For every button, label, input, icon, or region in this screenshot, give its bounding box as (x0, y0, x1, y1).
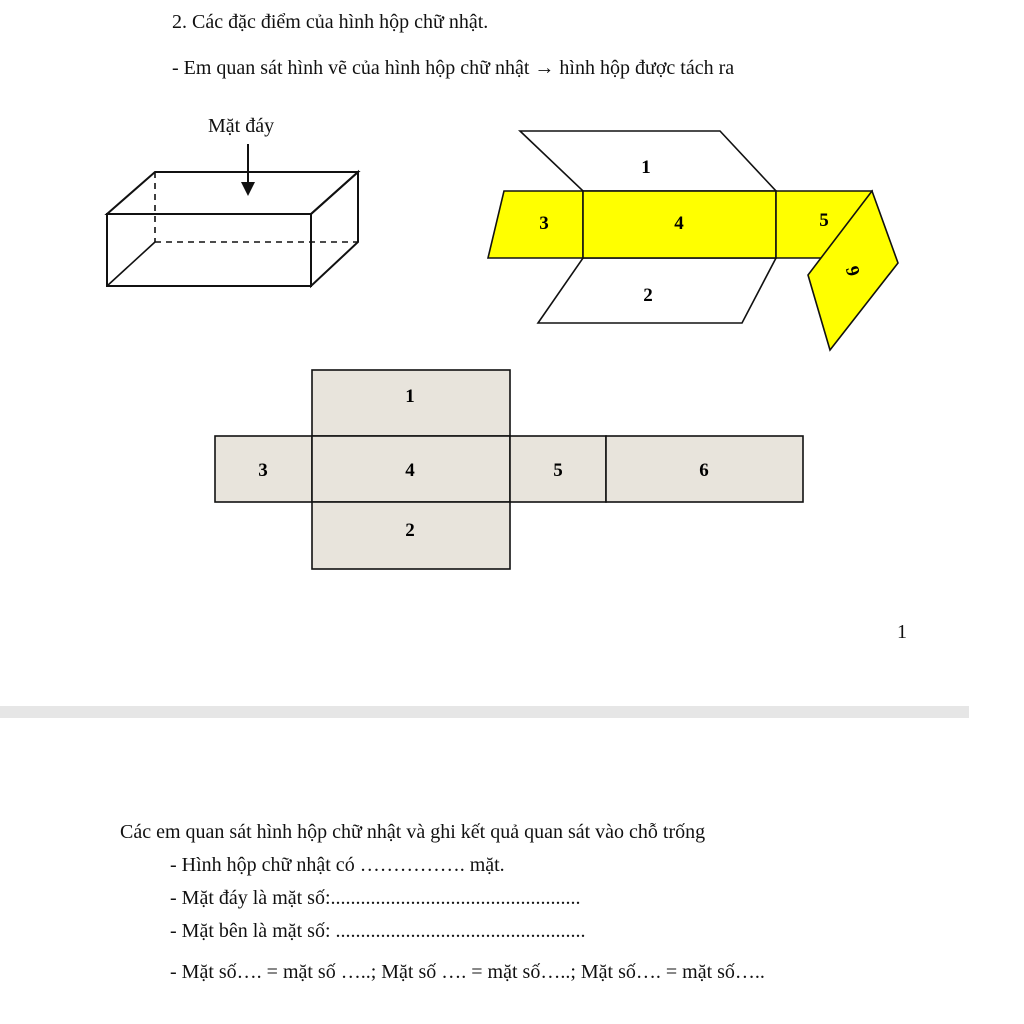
face-2-shape (538, 258, 776, 323)
unfolding-box-figure (480, 125, 905, 360)
section-heading: 2. Các đặc điểm của hình hộp chữ nhật. (172, 11, 489, 33)
net-face-3-label: 3 (258, 460, 268, 481)
face-5-label: 5 (819, 210, 829, 231)
instruction-text: - Em quan sát hình vẽ của hình hộp chữ nhật → hình hộp được tách ra (172, 57, 735, 79)
net-face-5-label: 5 (553, 460, 563, 481)
question-side-face: - Mặt bên là mặt số: .................................................. (170, 920, 586, 942)
question-equal-faces: - Mặt số…. = mặt số …..; Mặt số …. = mặt số…..; Mặt số…. = mặt số….. (170, 961, 765, 983)
page-separator (0, 706, 969, 718)
face-1-label: 1 (641, 157, 651, 178)
face-3-shape (488, 191, 583, 258)
face-6-label: 6 (842, 263, 865, 279)
face-4-label: 4 (674, 213, 684, 234)
hidden-edge-diagonal (107, 242, 155, 286)
rectangular-box-figure (95, 138, 370, 298)
net-face-4-label: 4 (405, 460, 415, 481)
box-front-face (107, 214, 311, 286)
box-net-figure (212, 368, 807, 573)
base-arrow-head (241, 182, 255, 196)
face-3-label: 3 (539, 213, 549, 234)
net-face-2-label: 2 (405, 520, 415, 541)
net-face-1-label: 1 (405, 386, 415, 407)
observation-intro: Các em quan sát hình hộp chữ nhật và ghi kết quả quan sát vào chỗ trống (120, 821, 706, 843)
box-right-face (311, 172, 358, 286)
face-2-label: 2 (643, 285, 653, 306)
page-number: 1 (897, 621, 907, 643)
question-face-count: - Hình hộp chữ nhật có ……………. mặt. (170, 854, 505, 876)
net-face-6-label: 6 (699, 460, 709, 481)
question-base-face: - Mặt đáy là mặt số:.................................................. (170, 887, 581, 909)
box-top-face (107, 172, 358, 214)
base-face-label: Mặt đáy (208, 115, 275, 137)
